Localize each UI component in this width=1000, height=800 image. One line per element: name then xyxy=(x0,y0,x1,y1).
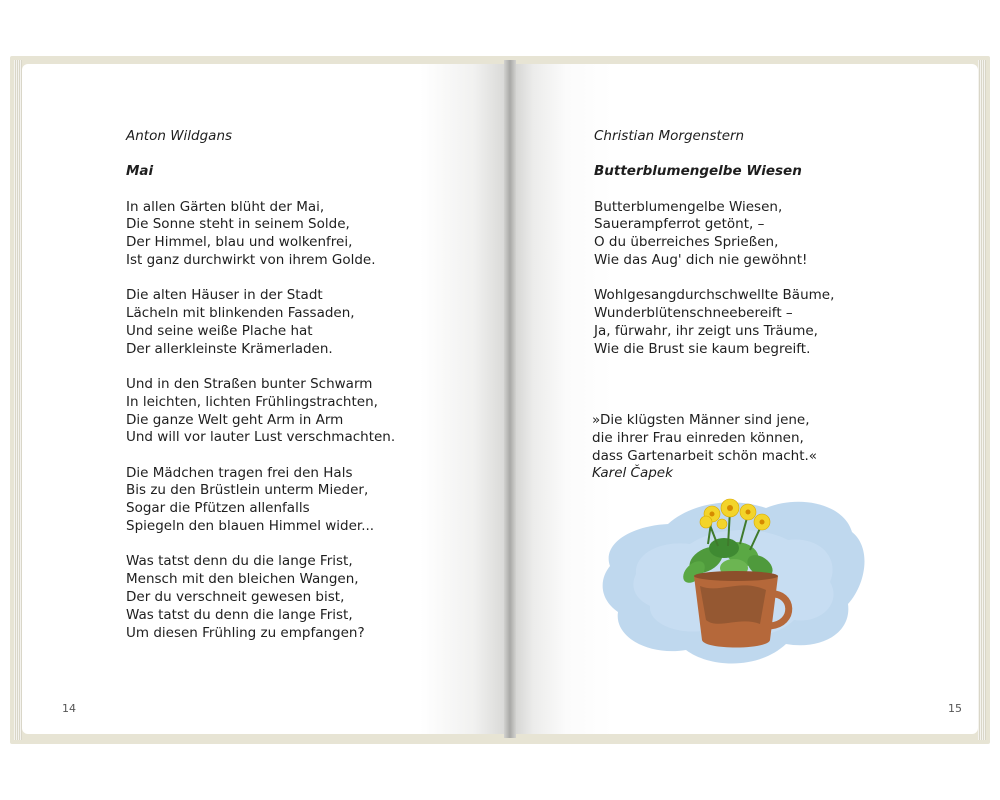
stanza xyxy=(126,199,395,270)
poem-line: Bis zu den Brüstlein unterm Mieder, xyxy=(126,482,369,499)
poem-line: Die Mädchen tragen frei den Hals xyxy=(126,464,353,481)
poem-line: Der Himmel, blau und wolkenfrei, xyxy=(126,234,353,251)
stanza xyxy=(126,287,395,358)
poem-author: Christian Morgenstern xyxy=(594,128,745,144)
quote-line: »Die klügsten Männer sind jene, xyxy=(592,412,810,428)
quote-block xyxy=(592,412,817,483)
poem-line: Wohlgesangdurchschwellte Bäume, xyxy=(594,287,835,304)
poem-line: Sogar die Pfützen allenfalls xyxy=(126,500,310,517)
stanza xyxy=(594,287,834,358)
poem-line: Wie die Brust sie kaum begreift. xyxy=(594,340,811,357)
stanza xyxy=(594,199,834,270)
poem-butterblumen xyxy=(594,128,834,376)
page-edges-right xyxy=(978,60,986,740)
stanza xyxy=(126,465,395,536)
poem-title: Butterblumengelbe Wiesen xyxy=(594,162,802,179)
poem-line: Und in den Straßen bunter Schwarm xyxy=(126,375,373,392)
poem-author: Anton Wildgans xyxy=(126,128,233,144)
poem-line: Wunderblütenschneebereift – xyxy=(594,305,793,322)
poem-line: Die ganze Welt geht Arm in Arm xyxy=(126,411,344,428)
poem-line: Sauerampferrot getönt, – xyxy=(594,216,765,233)
poem-line: Spiegeln den blauen Himmel wider... xyxy=(126,518,375,535)
poem-stanzas xyxy=(594,199,834,359)
poem-line: Um diesen Frühling zu empfangen? xyxy=(126,624,365,641)
page-number-left: 14 xyxy=(62,702,76,715)
poem-line: Und will vor lauter Lust verschmachten. xyxy=(126,429,396,446)
poem-line: O du überreiches Sprießen, xyxy=(594,234,779,251)
poem-title: Mai xyxy=(126,162,154,179)
stanza xyxy=(126,553,395,642)
poem-line: Und seine weiße Plache hat xyxy=(126,322,313,339)
poem-line: Die Sonne steht in seinem Solde, xyxy=(126,216,350,233)
page-edges-left xyxy=(14,60,22,740)
flower-pot-illustration xyxy=(590,474,870,674)
poem-line: Was tatst du denn die lange Frist, xyxy=(126,606,353,623)
poem-line: Der allerkleinste Krämerladen. xyxy=(126,340,333,357)
poem-stanzas xyxy=(126,199,395,643)
poem-line: Was tatst denn du die lange Frist, xyxy=(126,553,353,570)
poem-line: Ist ganz durchwirkt von ihrem Golde. xyxy=(126,251,376,268)
poem-line: Der du verschneit gewesen bist, xyxy=(126,588,345,605)
poem-mai xyxy=(126,128,395,660)
quote-line: dass Gartenarbeit schön macht.« xyxy=(592,447,818,464)
poem-line: Lächeln mit blinkenden Fassaden, xyxy=(126,305,355,322)
poem-line: Ja, fürwahr, ihr zeigt uns Träume, xyxy=(594,322,818,339)
poem-line: Die alten Häuser in der Stadt xyxy=(126,287,323,304)
poem-line: Butterblumengelbe Wiesen, xyxy=(594,198,783,215)
right-page xyxy=(510,64,978,734)
quote-author: Karel Čapek xyxy=(592,465,673,482)
poem-line: Wie das Aug' dich nie gewöhnt! xyxy=(594,251,808,268)
stanza xyxy=(126,376,395,447)
poem-line: Mensch mit den bleichen Wangen, xyxy=(126,571,359,588)
quote-line: die ihrer Frau einreden können, xyxy=(592,429,804,446)
poem-line: In allen Gärten blüht der Mai, xyxy=(126,198,325,215)
book-gutter xyxy=(504,60,516,738)
open-book xyxy=(10,56,990,744)
page-number-right: 15 xyxy=(948,702,962,715)
poem-line: In leichten, lichten Frühlingstrachten, xyxy=(126,393,378,410)
left-page xyxy=(22,64,508,734)
